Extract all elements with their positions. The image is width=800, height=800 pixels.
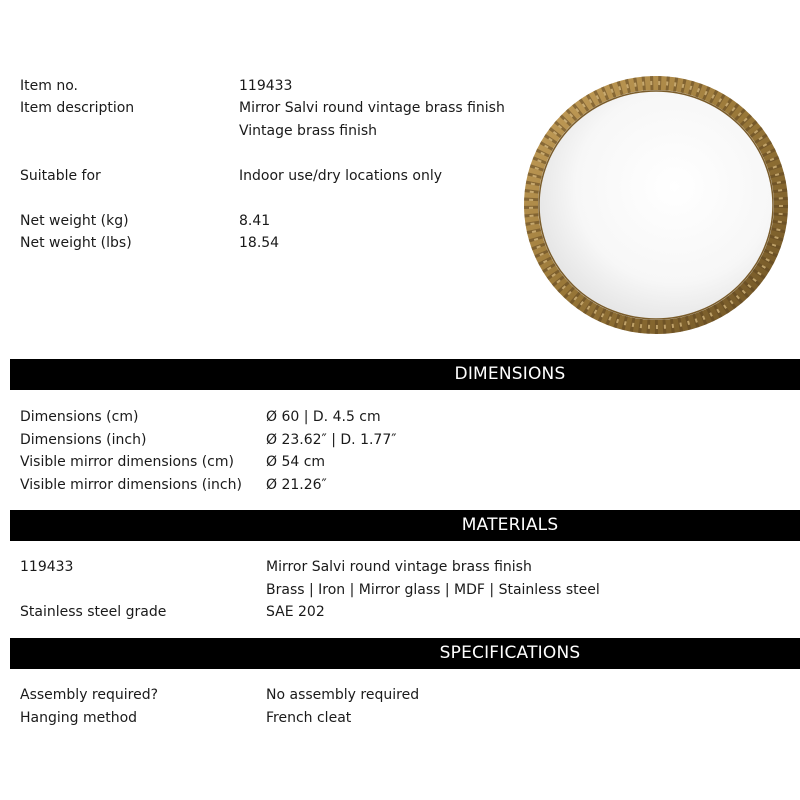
item-no-label: Item no. xyxy=(20,78,78,94)
dimensions-inch-value: Ø 23.62″ | D. 1.77″ xyxy=(266,432,397,448)
specifications-header xyxy=(10,638,800,669)
item-description-value: Mirror Salvi round vintage brass finish xyxy=(239,100,505,116)
item-no-value: 119433 xyxy=(239,78,293,94)
dimensions-inch-label: Dimensions (inch) xyxy=(20,432,147,448)
assembly-required-value: No assembly required xyxy=(266,687,420,703)
net-weight-lbs-label: Net weight (lbs) xyxy=(20,235,132,251)
item-description-label: Item description xyxy=(20,100,135,116)
visible-mirror-cm-value: Ø 54 cm xyxy=(266,454,326,470)
suitable-for-value: Indoor use/dry locations only xyxy=(239,168,443,184)
dimensions-cm-value: Ø 60 | D. 4.5 cm xyxy=(266,409,381,425)
materials-item-name: Mirror Salvi round vintage brass finish xyxy=(266,559,532,575)
specifications-title: SPECIFICATIONS xyxy=(439,643,581,663)
dimensions-header xyxy=(10,359,800,390)
visible-mirror-inch-value: Ø 21.26″ xyxy=(266,477,327,493)
materials-header xyxy=(10,510,800,541)
visible-mirror-inch-label: Visible mirror dimensions (inch) xyxy=(20,477,242,493)
round-brass-mirror-icon xyxy=(524,76,788,334)
item-finish-value: Vintage brass finish xyxy=(239,123,378,139)
net-weight-kg-value: 8.41 xyxy=(239,213,271,229)
steel-grade-label: Stainless steel grade xyxy=(20,604,167,620)
net-weight-kg-label: Net weight (kg) xyxy=(20,213,129,229)
dimensions-title: DIMENSIONS xyxy=(454,364,566,384)
suitable-for-label: Suitable for xyxy=(20,168,101,184)
hanging-method-value: French cleat xyxy=(266,710,352,726)
materials-title: MATERIALS xyxy=(461,515,559,535)
visible-mirror-cm-label: Visible mirror dimensions (cm) xyxy=(20,454,234,470)
materials-list: Brass | Iron | Mirror glass | MDF | Stainless steel xyxy=(266,582,600,598)
dimensions-cm-label: Dimensions (cm) xyxy=(20,409,139,425)
steel-grade-value: SAE 202 xyxy=(266,604,325,620)
net-weight-lbs-value: 18.54 xyxy=(239,235,280,251)
materials-item-label: 119433 xyxy=(20,559,74,575)
hanging-method-label: Hanging method xyxy=(20,710,138,726)
assembly-required-label: Assembly required? xyxy=(20,687,159,703)
